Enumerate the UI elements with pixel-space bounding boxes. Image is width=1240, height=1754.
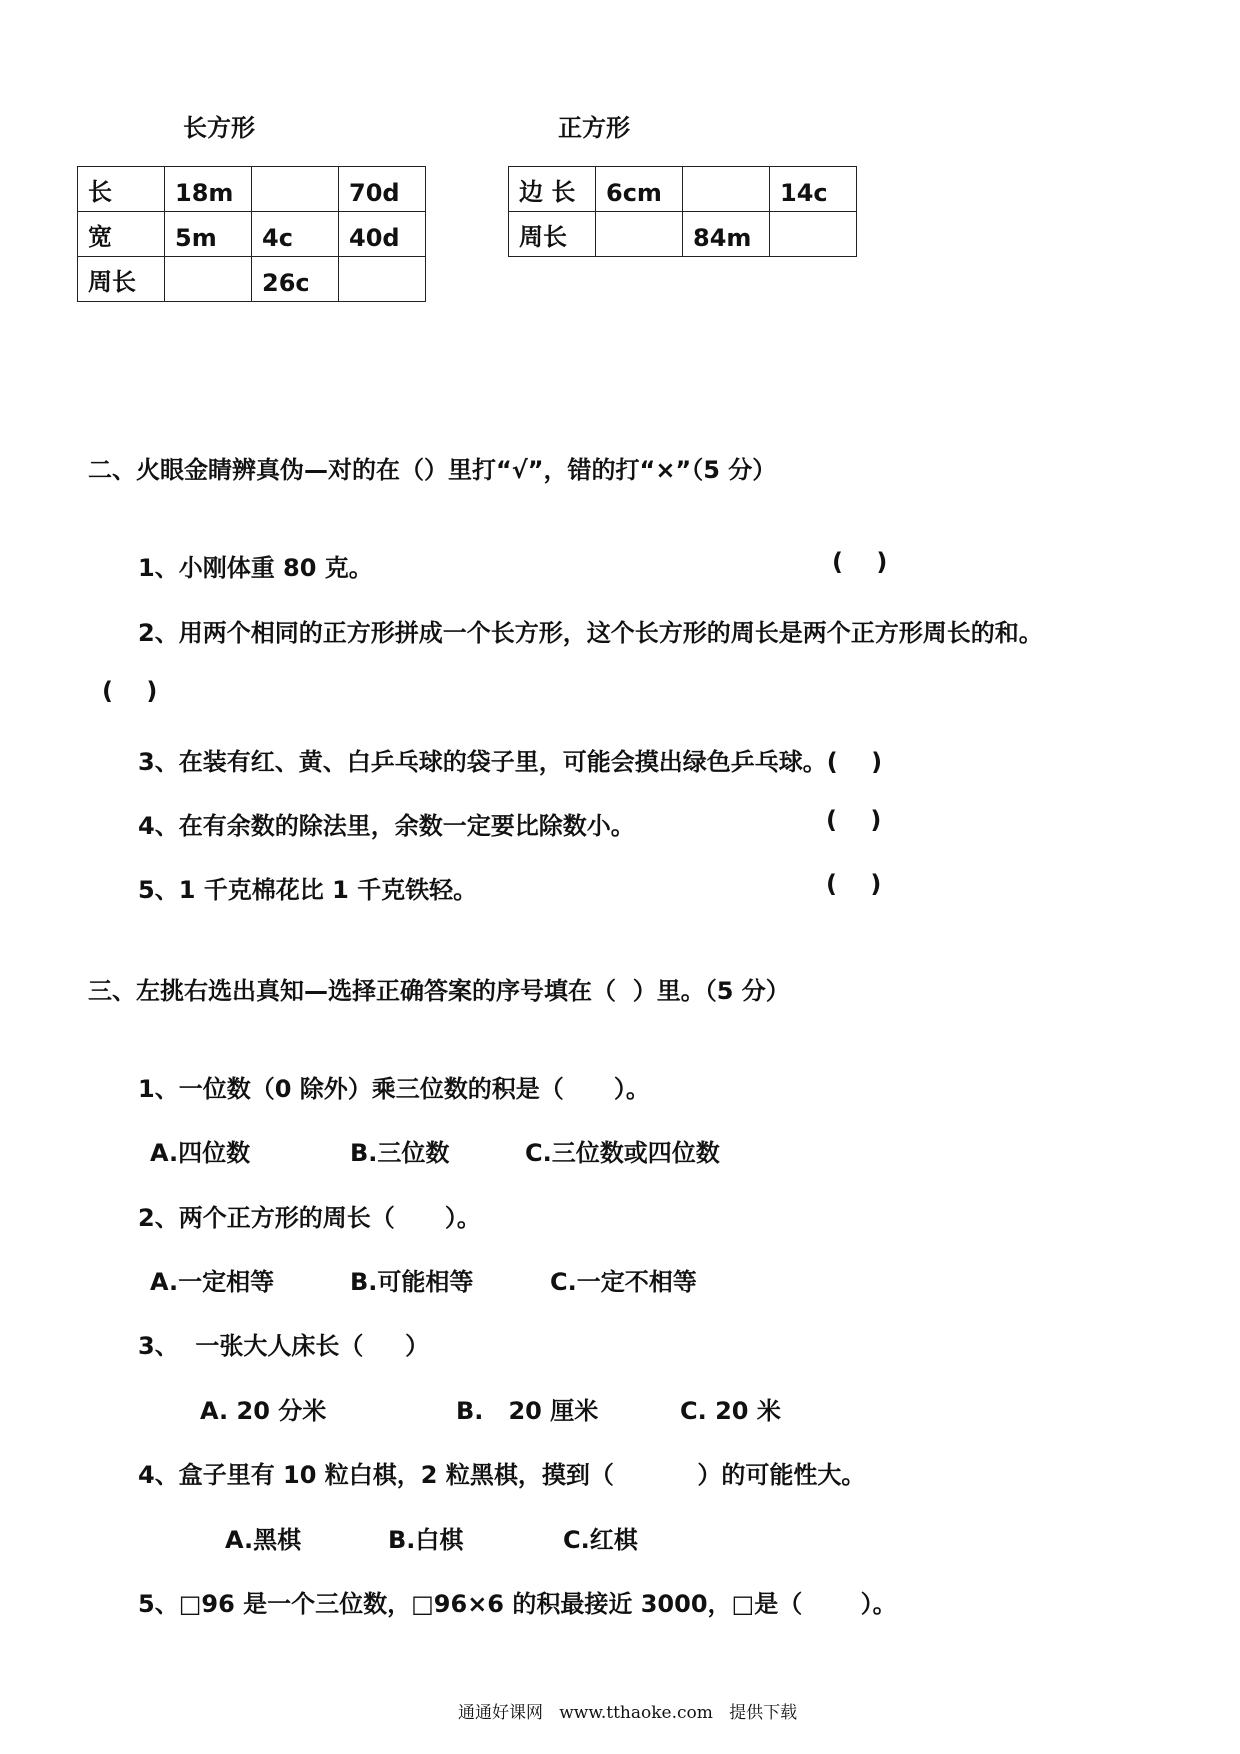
section3-title: 三、左挑右选出真知—选择正确答案的序号填在（ ）里。（5 分）: [88, 977, 790, 1005]
judge-item-2: 2、用两个相同的正方形拼成一个长方形，这个长方形的周长是两个正方形周长的和。: [138, 619, 1043, 647]
option-2a[interactable]: A.一定相等: [150, 1268, 275, 1296]
table-cell: 70d: [339, 167, 426, 212]
judge-item-4: 4、在有余数的除法里，余数一定要比除数小。: [138, 812, 635, 840]
table-row: [78, 257, 426, 302]
choice-question-1: 1、一位数（0 除外）乘三位数的积是（ ）。: [138, 1075, 650, 1103]
choice-question-3: 3、 一张大人床长（ ）: [138, 1332, 430, 1360]
table-cell: [339, 257, 426, 302]
choice-question-4: 4、盒子里有 10 粒白棋，2 粒黑棋，摸到（ ）的可能性大。: [138, 1461, 866, 1489]
section2-title: 二、火眼金睛辨真伪—对的在（）里打“√”，错的打“×”（5 分）: [88, 456, 777, 484]
judge-item-5: 5、1 千克棉花比 1 千克铁轻。: [138, 876, 478, 904]
option-1a[interactable]: A.四位数: [150, 1139, 251, 1167]
table-cell: [165, 257, 252, 302]
square-table: [508, 166, 857, 257]
option-2c[interactable]: C.一定不相等: [550, 1268, 697, 1296]
rect-table-title: 长方形: [183, 114, 255, 142]
table-row: [78, 212, 426, 257]
table-cell: 5m: [165, 212, 252, 257]
footer-credit: 通通好课网 www.tthaoke.com 提供下载: [458, 1703, 798, 1723]
rect-table: [77, 166, 426, 302]
answer-blank-2[interactable]: ( ): [102, 677, 158, 705]
option-1c[interactable]: C.三位数或四位数: [525, 1139, 720, 1167]
table-cell: 26c: [252, 257, 339, 302]
judge-item-1: 1、小刚体重 80 克。: [138, 554, 373, 582]
choice-question-5: 5、□96 是一个三位数，□96×6 的积最接近 3000，□是（ ）。: [138, 1590, 897, 1618]
answer-blank-1[interactable]: ( ): [832, 548, 888, 576]
choice-question-2: 2、两个正方形的周长（ ）。: [138, 1204, 481, 1232]
table-cell: [683, 167, 770, 212]
option-2b[interactable]: B.可能相等: [350, 1268, 474, 1296]
table-cell: 长: [78, 167, 165, 212]
judge-item-3: 3、在装有红、黄、白乒乓球的袋子里，可能会摸出绿色乒乓球。( ): [138, 748, 883, 776]
table-row: [509, 167, 857, 212]
table-row: [509, 212, 857, 257]
table-cell: 边 长: [509, 167, 596, 212]
answer-blank-4[interactable]: ( ): [826, 806, 882, 834]
table-cell: 84m: [683, 212, 770, 257]
table-cell: 18m: [165, 167, 252, 212]
option-3b[interactable]: B. 20 厘米: [456, 1397, 599, 1425]
square-table-title: 正方形: [558, 114, 630, 142]
option-3c[interactable]: C. 20 米: [680, 1397, 781, 1425]
answer-blank-5[interactable]: ( ): [826, 870, 882, 898]
option-4a[interactable]: A.黑棋: [225, 1526, 302, 1554]
table-cell: 6cm: [596, 167, 683, 212]
option-4c[interactable]: C.红棋: [563, 1526, 638, 1554]
table-cell: 周长: [78, 257, 165, 302]
table-cell: [770, 212, 857, 257]
table-cell: 周长: [509, 212, 596, 257]
table-cell: [596, 212, 683, 257]
table-row: [78, 167, 426, 212]
table-cell: [252, 167, 339, 212]
option-1b[interactable]: B.三位数: [350, 1139, 450, 1167]
table-cell: 宽: [78, 212, 165, 257]
table-cell: 4c: [252, 212, 339, 257]
option-4b[interactable]: B.白棋: [388, 1526, 464, 1554]
table-cell: 14c: [770, 167, 857, 212]
table-cell: 40d: [339, 212, 426, 257]
option-3a[interactable]: A. 20 分米: [200, 1397, 327, 1425]
